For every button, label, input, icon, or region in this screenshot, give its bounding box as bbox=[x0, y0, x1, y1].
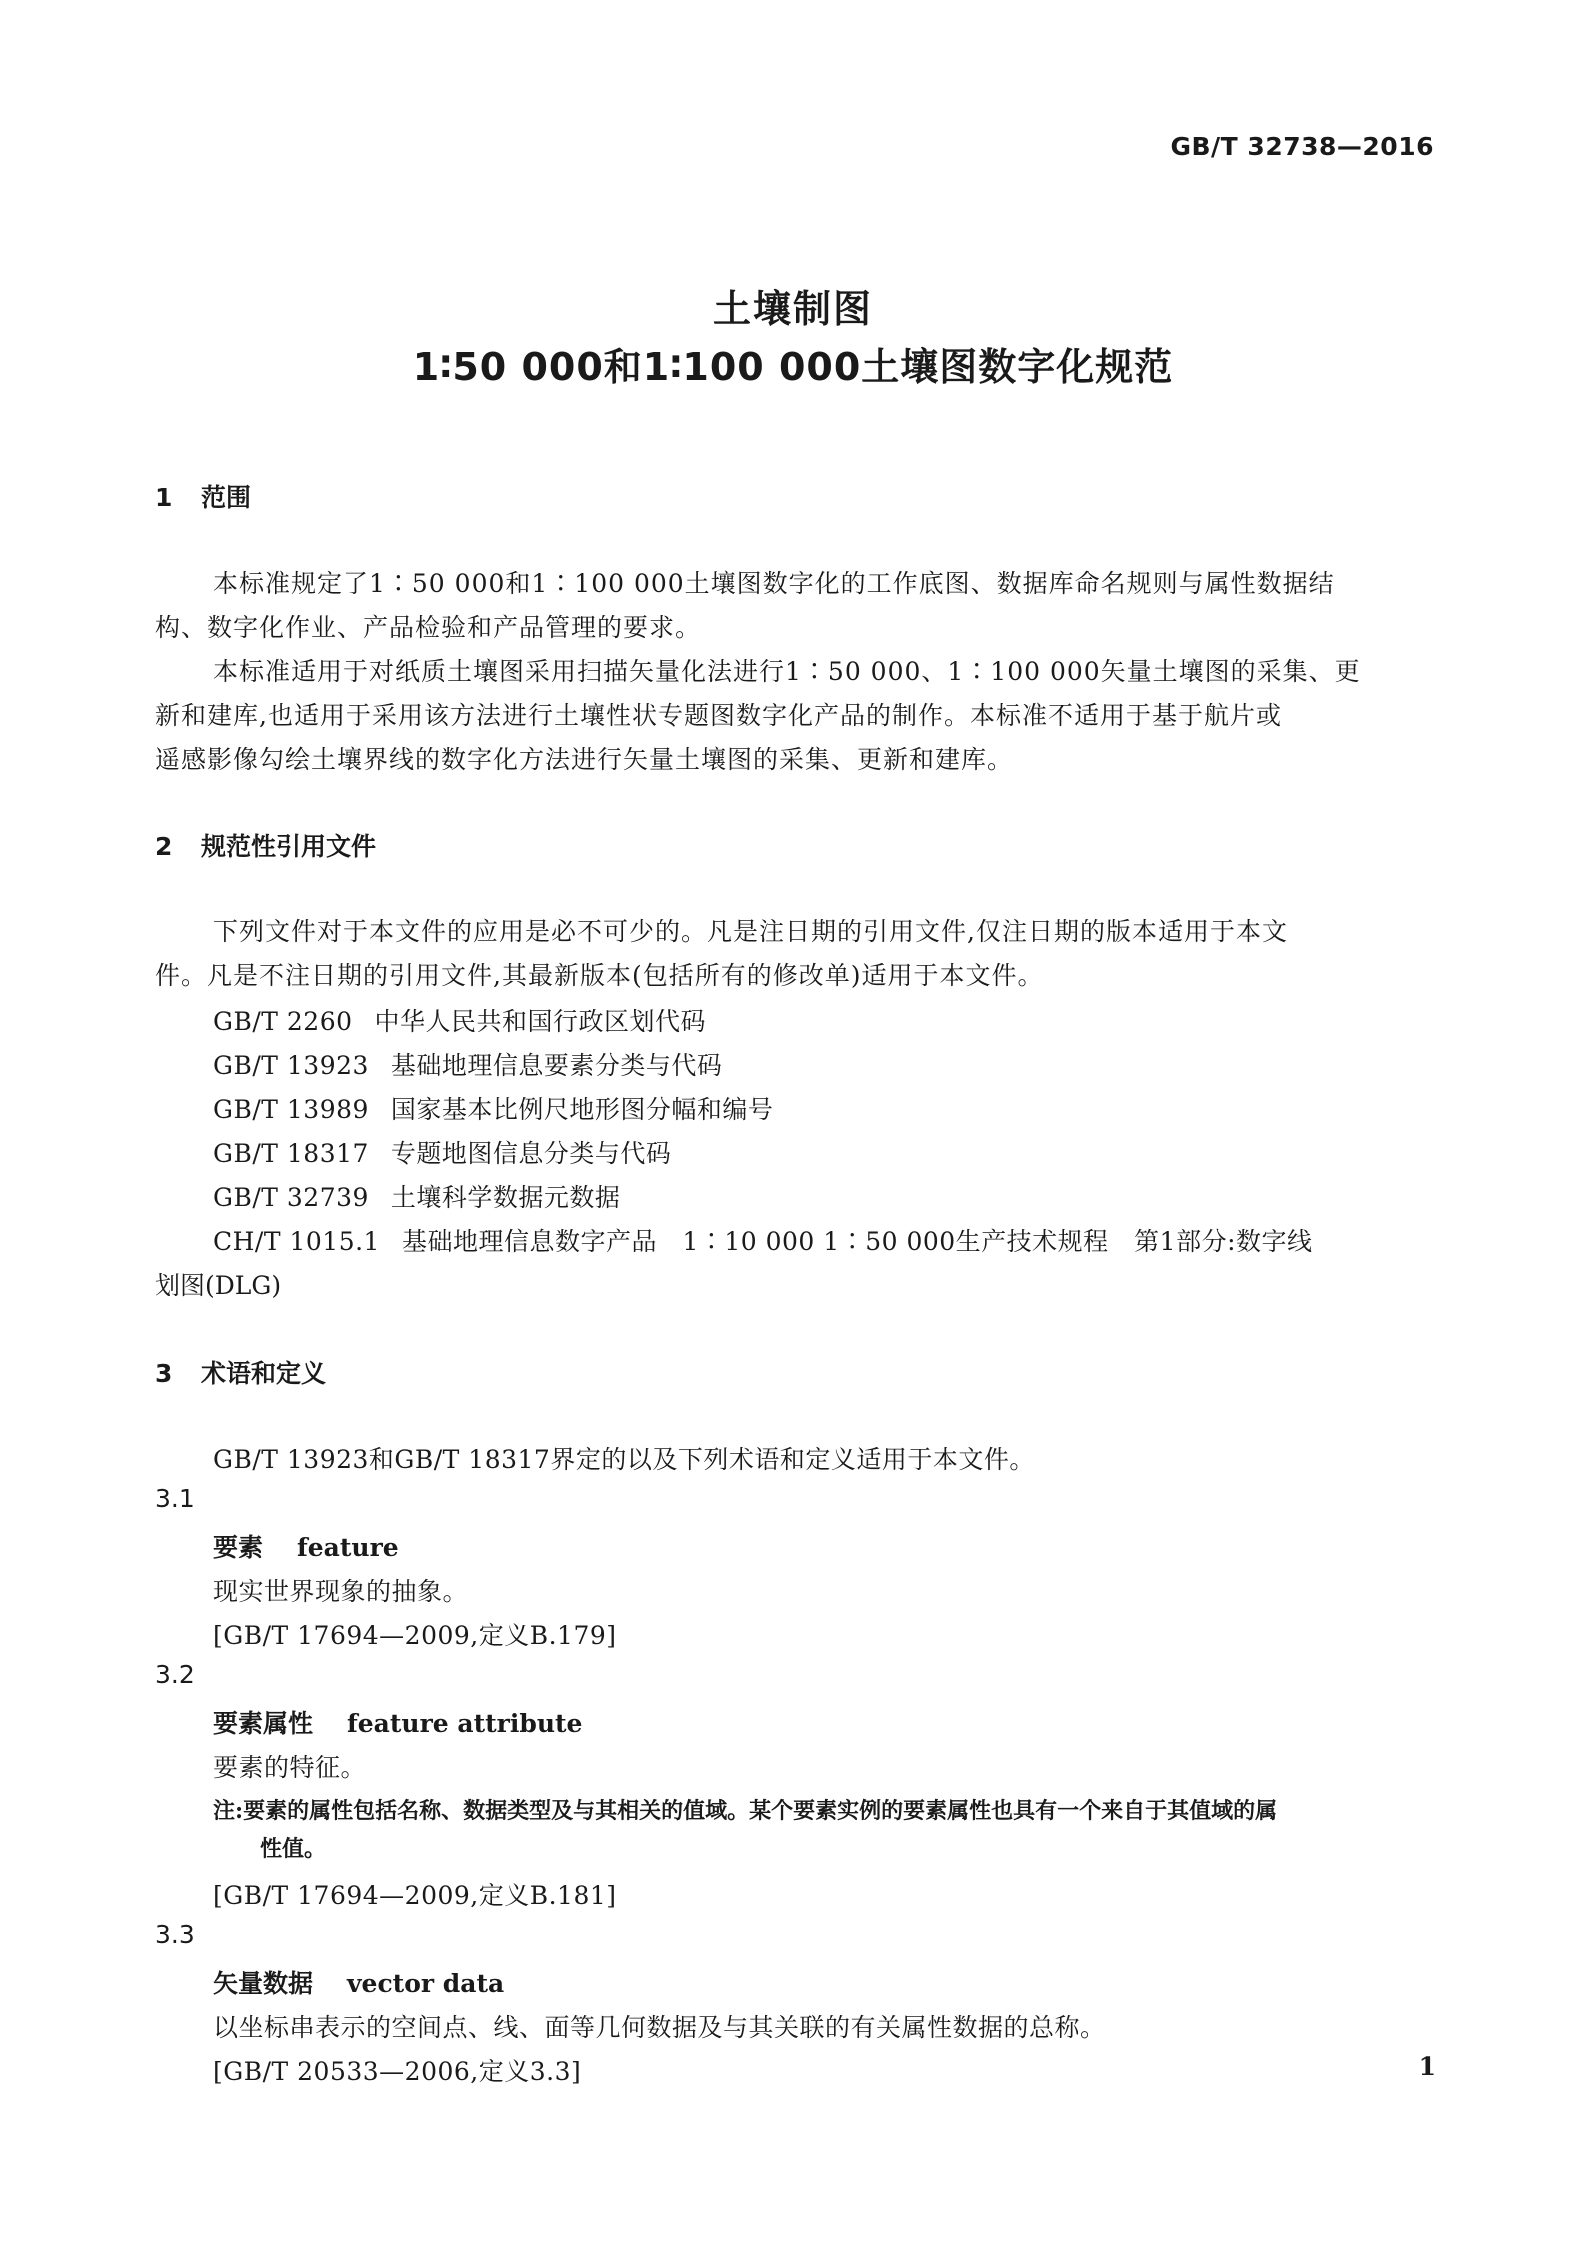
paragraph-line: 本标准规定了1∶50 000和1∶100 000土壤图数字化的工作底图、数据库命名规则与属性数据结 bbox=[213, 569, 1335, 598]
term-zh: 矢量数据 bbox=[213, 1969, 314, 1998]
term-en: feature attribute bbox=[347, 1709, 583, 1738]
section-2-heading bbox=[155, 827, 376, 863]
section-number: 2 bbox=[155, 832, 173, 861]
term-heading bbox=[213, 1704, 582, 1740]
section-title: 规范性引用文件 bbox=[201, 832, 377, 861]
reference-code: GB/T 2260 bbox=[213, 1007, 353, 1036]
section-number: 3 bbox=[155, 1359, 173, 1388]
reference-item bbox=[213, 1002, 706, 1038]
section-1-paragraph-1 bbox=[155, 562, 1433, 650]
term-note: 注:要素的属性包括名称、数据类型及与其相关的值域。某个要素实例的要素属性也具有一个来自于其值域的属 bbox=[213, 1798, 1278, 1824]
section-2-paragraph bbox=[155, 910, 1433, 998]
term-source: [GB/T 17694—2009,定义B.181] bbox=[213, 1881, 617, 1910]
reference-title: 中华人民共和国行政区划代码 bbox=[374, 1007, 707, 1036]
section-title: 术语和定义 bbox=[201, 1359, 327, 1388]
reference-item bbox=[213, 1222, 1438, 1258]
section-number: 1 bbox=[155, 483, 173, 512]
term-number: 3.2 bbox=[155, 1660, 195, 1689]
term-zh: 要素 bbox=[213, 1533, 264, 1562]
term-heading bbox=[213, 1964, 504, 2000]
term-source: [GB/T 20533—2006,定义3.3] bbox=[213, 2057, 582, 2086]
section-title: 范围 bbox=[201, 483, 252, 512]
document-title-line1: 土壤制图 bbox=[712, 287, 873, 331]
reference-code: GB/T 32739 bbox=[213, 1183, 369, 1212]
reference-item bbox=[213, 1090, 773, 1126]
term-source: [GB/T 17694—2009,定义B.179] bbox=[213, 1621, 617, 1650]
term-zh: 要素属性 bbox=[213, 1709, 314, 1738]
document-title-line2: 1∶50 000和1∶100 000土壤图数字化规范 bbox=[412, 345, 1174, 389]
paragraph-line: 构、数字化作业、产品检验和产品管理的要求。 bbox=[155, 613, 702, 642]
term-en: feature bbox=[297, 1533, 399, 1562]
reference-continuation: 划图(DLG) bbox=[155, 1271, 282, 1300]
term-note-continuation: 性值。 bbox=[260, 1836, 327, 1862]
paragraph-line: 下列文件对于本文件的应用是必不可少的。凡是注日期的引用文件,仅注日期的版本适用于本文 bbox=[213, 917, 1288, 946]
reference-code: GB/T 13989 bbox=[213, 1095, 369, 1124]
reference-title: 基础地理信息数字产品 1∶10 000 1∶50 000生产技术规程 第1部分:数字线 bbox=[401, 1227, 1313, 1256]
term-definition: 现实世界现象的抽象。 bbox=[213, 1577, 469, 1606]
reference-title: 专题地图信息分类与代码 bbox=[390, 1139, 672, 1168]
reference-title: 基础地理信息要素分类与代码 bbox=[390, 1051, 723, 1080]
paragraph-line: 本标准适用于对纸质土壤图采用扫描矢量化法进行1∶50 000、1∶100 000矢量土壤图的采集、更 bbox=[213, 657, 1361, 686]
reference-item bbox=[213, 1178, 620, 1214]
section-3-heading bbox=[155, 1354, 326, 1390]
paragraph-line: 新和建库,也适用于采用该方法进行土壤性状专题图数字化产品的制作。本标准不适用于基于航片或 bbox=[155, 701, 1282, 730]
term-number: 3.3 bbox=[155, 1920, 195, 1949]
paragraph-line: 件。凡是不注日期的引用文件,其最新版本(包括所有的修改单)适用于本文件。 bbox=[155, 961, 1044, 990]
reference-item bbox=[213, 1134, 671, 1170]
standard-code: GB/T 32738—2016 bbox=[1170, 132, 1434, 161]
reference-code: GB/T 13923 bbox=[213, 1051, 369, 1080]
section-1-paragraph-2 bbox=[155, 650, 1433, 782]
term-definition: 要素的特征。 bbox=[213, 1753, 367, 1782]
reference-title: 土壤科学数据元数据 bbox=[390, 1183, 621, 1212]
section-1-heading bbox=[155, 478, 251, 514]
page-number: 1 bbox=[1418, 2052, 1436, 2081]
term-definition: 以坐标串表示的空间点、线、面等几何数据及与其关联的有关属性数据的总称。 bbox=[213, 2013, 1106, 2042]
reference-title: 国家基本比例尺地形图分幅和编号 bbox=[390, 1095, 774, 1124]
reference-item bbox=[213, 1046, 722, 1082]
term-heading bbox=[213, 1528, 399, 1564]
term-number: 3.1 bbox=[155, 1484, 195, 1513]
reference-code: GB/T 18317 bbox=[213, 1139, 369, 1168]
term-en: vector data bbox=[347, 1969, 505, 1998]
reference-code: CH/T 1015.1 bbox=[213, 1227, 380, 1256]
paragraph-line: 遥感影像勾绘土壤界线的数字化方法进行矢量土壤图的采集、更新和建库。 bbox=[155, 745, 1014, 774]
section-3-intro: GB/T 13923和GB/T 18317界定的以及下列术语和定义适用于本文件。 bbox=[213, 1445, 1035, 1474]
